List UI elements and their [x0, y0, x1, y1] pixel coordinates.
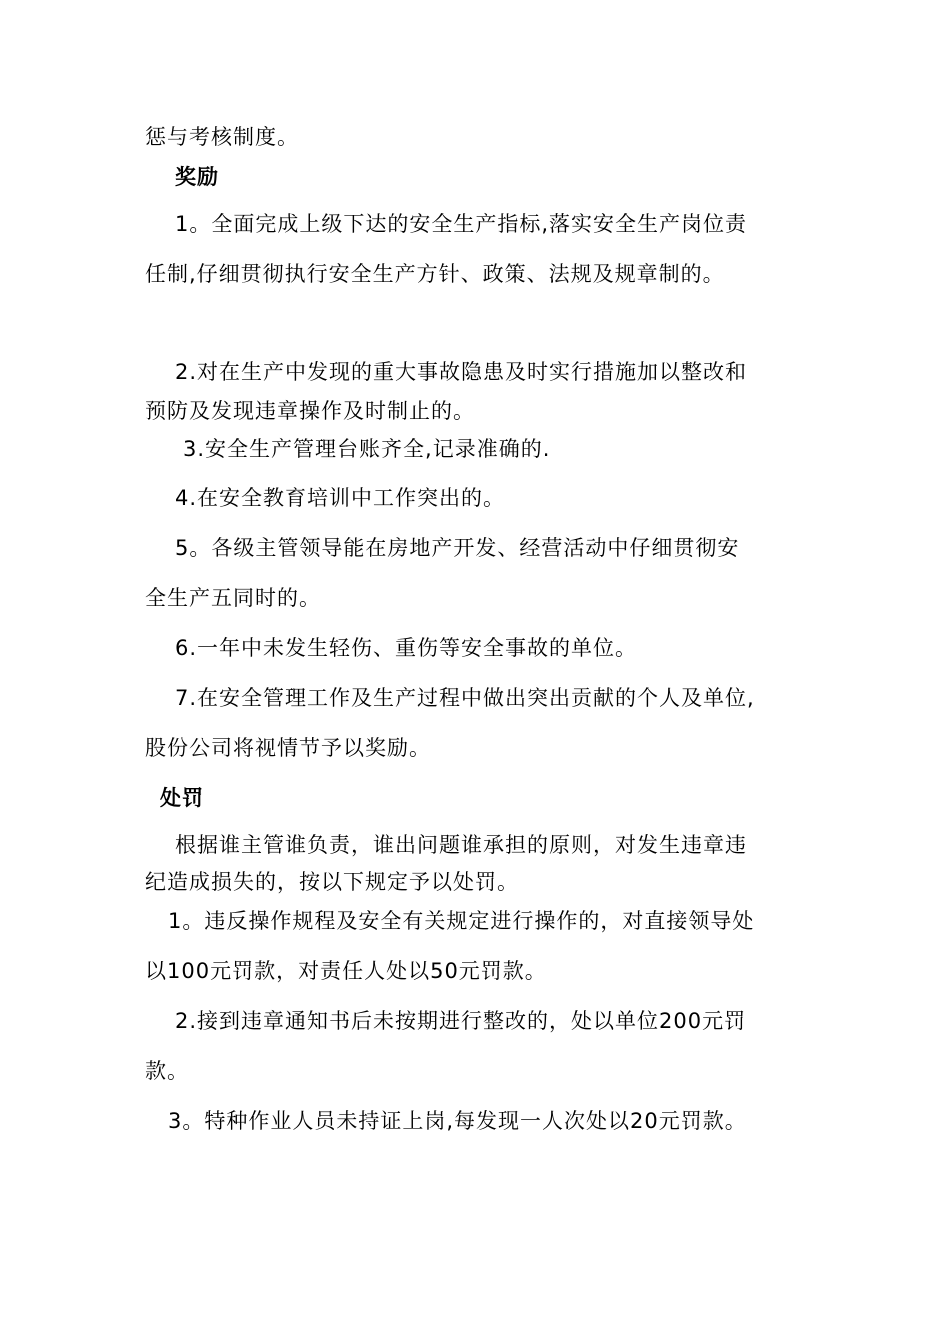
body-text-line: 全生产五同时的。 [145, 586, 321, 610]
body-text-line: 4.在安全教育培训中工作突出的。 [175, 486, 506, 510]
body-text-line: 5。各级主管领导能在房地产开发、经营活动中仔细贯彻安 [175, 536, 740, 560]
body-text-line: 2.对在生产中发现的重大事故隐患及时实行措施加以整改和 [175, 360, 748, 384]
body-text-line: 3。特种作业人员未持证上岗,每发现一人次处以20元罚款。 [168, 1109, 747, 1133]
body-text-line: 6.一年中未发生轻伤、重伤等安全事故的单位。 [175, 636, 638, 660]
body-text-line: 1。全面完成上级下达的安全生产指标,落实安全生产岗位责 [175, 212, 748, 236]
section-heading-reward: 奖励 [175, 165, 219, 189]
body-text-line: 3.安全生产管理台账齐全,记录准确的. [183, 437, 551, 461]
section-heading-penalty: 处罚 [160, 786, 204, 810]
body-text-line: 2.接到违章通知书后未按期进行整改的，处以单位200元罚 [175, 1009, 747, 1033]
body-text-line: 股份公司将视情节予以奖励。 [145, 736, 431, 760]
body-text-line: 7.在安全管理工作及生产过程中做出突出贡献的个人及单位, [175, 686, 755, 710]
body-text-line: 根据谁主管谁负责，谁出问题谁承担的原则，对发生违章违 [175, 833, 747, 857]
body-text-line: 任制,仔细贯彻执行安全生产方针、政策、法规及规章制的。 [145, 262, 725, 286]
body-text-line: 纪造成损失的，按以下规定予以处罚。 [145, 870, 519, 894]
body-text-line: 款。 [145, 1059, 189, 1083]
body-text-line: 1。违反操作规程及安全有关规定进行操作的，对直接领导处 [168, 909, 755, 933]
body-text-line: 惩与考核制度。 [145, 125, 299, 149]
body-text-line: 预防及发现违章操作及时制止的。 [145, 399, 475, 423]
body-text-line: 以100元罚款，对责任人处以50元罚款。 [145, 959, 547, 983]
